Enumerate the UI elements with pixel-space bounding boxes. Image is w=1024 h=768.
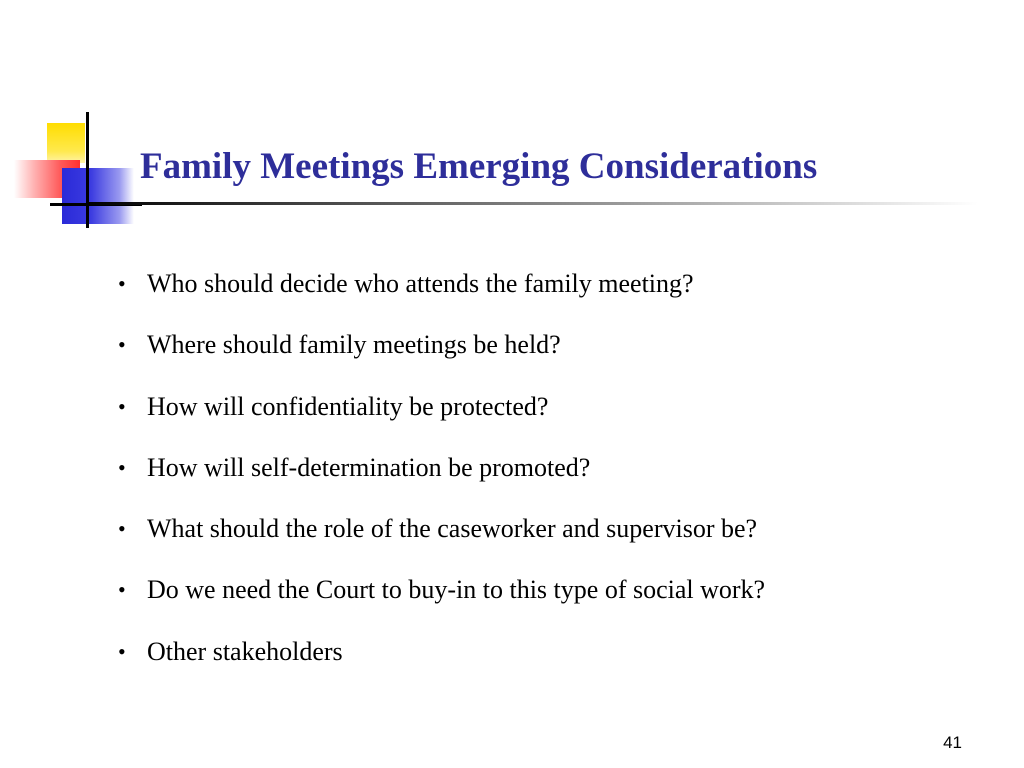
bullet-text: How will self-determination be promoted? [147,452,591,482]
bullet-text: Where should family meetings be held? [147,330,561,360]
bullet-icon: • [118,577,126,603]
blue-square [62,168,134,224]
bullet-icon: • [118,638,126,664]
bullet-icon: • [118,332,126,358]
bullet-icon: • [118,516,126,542]
bullet-icon: • [118,271,126,296]
vertical-line [86,112,89,228]
bullet-text: How will confidentiality be protected? [147,391,549,421]
bullet-text: Who should decide who attends the family meeting? [147,269,694,298]
page-number: 41 [943,733,962,752]
bullet-icon: • [118,454,126,480]
slide-title: Family Meetings Emerging Considerations [140,146,818,187]
yellow-square [47,123,85,163]
bullet-text: Do we need the Court to buy-in to this type of social work? [147,575,766,605]
title-underline [88,202,978,205]
bullet-text: What should the role of the caseworker and supervisor be? [147,514,758,544]
bullet-icon: • [118,393,126,419]
bullet-text: Other stakeholders [147,636,343,666]
